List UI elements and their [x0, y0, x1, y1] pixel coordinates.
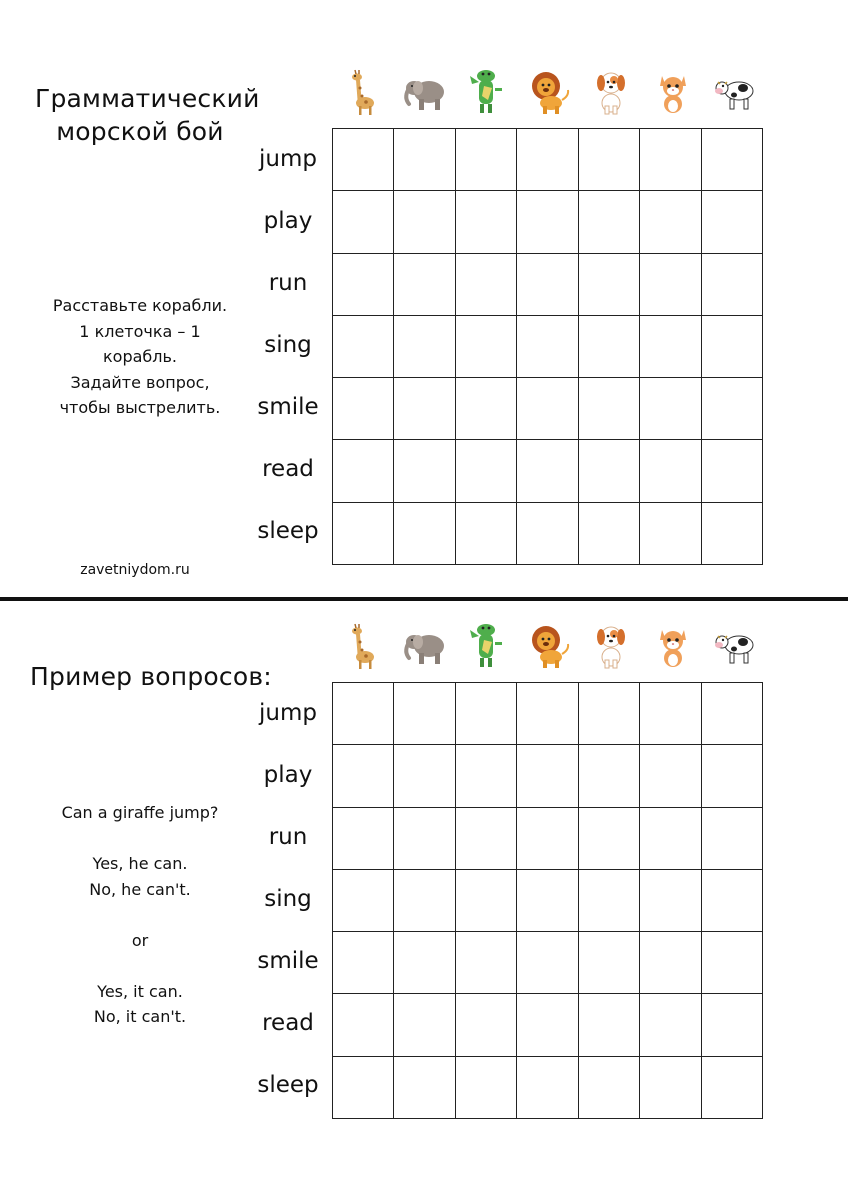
cat-illustration — [648, 620, 698, 670]
grid-cell[interactable] — [517, 129, 578, 191]
title-line: Грамматический — [35, 84, 260, 113]
grid-cell[interactable] — [394, 129, 455, 191]
grid-cell[interactable] — [456, 254, 517, 316]
grid-cell[interactable] — [579, 683, 640, 745]
grid-cell[interactable] — [702, 994, 763, 1056]
grid-cells — [332, 682, 763, 1119]
verb-column — [258, 128, 318, 562]
grid-cells — [332, 128, 763, 565]
grid-cell[interactable] — [640, 378, 701, 440]
grid-cell[interactable] — [640, 994, 701, 1056]
lion-illustration — [524, 66, 574, 116]
elephant-icon — [394, 60, 456, 122]
elephant-illustration — [400, 620, 450, 670]
grid-cell[interactable] — [517, 932, 578, 994]
grid-cell[interactable] — [456, 378, 517, 440]
grid-cell[interactable] — [640, 870, 701, 932]
grid-cell[interactable] — [640, 808, 701, 870]
grid-cell[interactable] — [702, 129, 763, 191]
grid-cell[interactable] — [394, 932, 455, 994]
verb-column — [258, 682, 318, 1116]
example-questions — [40, 800, 240, 1030]
example-line: Yes, it can. — [97, 981, 183, 1001]
grid-cell[interactable] — [702, 808, 763, 870]
example-line: Can a giraffe jump? — [61, 803, 219, 822]
grid-cell[interactable] — [517, 378, 578, 440]
lion-icon — [518, 60, 580, 122]
animal-header-row — [332, 60, 766, 122]
grid-cell[interactable] — [333, 378, 394, 440]
grid-cell[interactable] — [702, 870, 763, 932]
grid-cell[interactable] — [579, 1057, 640, 1119]
examples-title: Пример вопросов: — [30, 662, 272, 691]
giraffe-illustration — [338, 620, 388, 670]
bottom-worksheet — [0, 602, 848, 1200]
grid-cell[interactable] — [640, 316, 701, 378]
grid-cell[interactable] — [333, 129, 394, 191]
grid-cell[interactable] — [702, 316, 763, 378]
grid-cell[interactable] — [579, 191, 640, 253]
grid-cell[interactable] — [702, 440, 763, 502]
title-line: морской бой — [56, 117, 224, 146]
giraffe-illustration — [338, 66, 388, 116]
example-line: or — [131, 930, 149, 950]
grid-cell[interactable] — [456, 994, 517, 1056]
grid-cell[interactable] — [394, 808, 455, 870]
grid-cell[interactable] — [456, 870, 517, 932]
verb-label-smile: smile — [257, 394, 319, 420]
grid-cell[interactable] — [333, 1057, 394, 1119]
grid-cell[interactable] — [394, 994, 455, 1056]
lion-illustration — [524, 620, 574, 670]
grid-cell[interactable] — [517, 745, 578, 807]
cow-illustration — [710, 620, 760, 670]
grid-cell[interactable] — [456, 745, 517, 807]
cat-icon — [642, 60, 704, 122]
grid-cell[interactable] — [640, 932, 701, 994]
verb-label-read: read — [262, 456, 314, 482]
grid-cell[interactable] — [517, 994, 578, 1056]
grid-cell[interactable] — [394, 191, 455, 253]
lion-icon — [518, 614, 580, 676]
grid-cell[interactable] — [456, 316, 517, 378]
grid-cell[interactable] — [333, 870, 394, 932]
grid-cell[interactable] — [579, 870, 640, 932]
crocodile-illustration — [462, 66, 512, 116]
grid-cell[interactable] — [333, 808, 394, 870]
grid-cell[interactable] — [579, 808, 640, 870]
grid-cell[interactable] — [517, 683, 578, 745]
verb-label-run: run — [268, 270, 308, 296]
grid-cell[interactable] — [394, 254, 455, 316]
grid-cell[interactable] — [394, 378, 455, 440]
example-line — [40, 826, 240, 852]
grid-cell[interactable] — [702, 1057, 763, 1119]
grid-cell[interactable] — [333, 254, 394, 316]
cow-icon — [704, 614, 766, 676]
instruction-line: Расставьте корабли. — [52, 296, 228, 315]
grid-cell[interactable] — [394, 503, 455, 565]
grid-cell[interactable] — [517, 1057, 578, 1119]
grid-cell[interactable] — [456, 683, 517, 745]
verb-label-sleep: sleep — [257, 1072, 319, 1098]
verb-label-sing: sing — [264, 886, 312, 912]
instructions — [40, 293, 240, 421]
grid-cell[interactable] — [579, 129, 640, 191]
example-line — [40, 953, 240, 979]
grid-cell[interactable] — [456, 503, 517, 565]
verb-label-jump: jump — [259, 146, 317, 172]
cow-illustration — [710, 66, 760, 116]
grid-cell[interactable] — [333, 503, 394, 565]
example-line — [40, 902, 240, 928]
verb-label-sing: sing — [264, 332, 312, 358]
grid-cell[interactable] — [640, 1057, 701, 1119]
grid-cell[interactable] — [517, 870, 578, 932]
grid-cell[interactable] — [640, 503, 701, 565]
giraffe-icon — [332, 614, 394, 676]
grid-cell[interactable] — [579, 503, 640, 565]
grid-cell[interactable] — [333, 316, 394, 378]
grid-cell[interactable] — [517, 191, 578, 253]
grid-cell[interactable] — [702, 378, 763, 440]
cat-icon — [642, 614, 704, 676]
grid-cell[interactable] — [456, 808, 517, 870]
elephant-illustration — [400, 66, 450, 116]
instruction-line: Задайте вопрос, — [70, 372, 210, 392]
verb-label-jump: jump — [259, 700, 317, 726]
grid-cell[interactable] — [333, 440, 394, 502]
grid-cell[interactable] — [640, 745, 701, 807]
grid-cell[interactable] — [333, 745, 394, 807]
example-line: No, it can't. — [93, 1007, 187, 1026]
dog-icon — [580, 614, 642, 676]
grid-cell[interactable] — [333, 191, 394, 253]
animal-header-row — [332, 614, 766, 676]
crocodile-icon — [456, 614, 518, 676]
grid-cell[interactable] — [579, 254, 640, 316]
top-worksheet — [0, 0, 848, 598]
grid-cell[interactable] — [517, 808, 578, 870]
grid-cell[interactable] — [456, 191, 517, 253]
worksheet-title — [35, 82, 260, 148]
grid-cell[interactable] — [640, 129, 701, 191]
website-label: zavetniydom.ru — [80, 562, 190, 578]
grid-cell[interactable] — [517, 316, 578, 378]
example-line: No, he can't. — [89, 879, 191, 899]
grid-cell[interactable] — [640, 683, 701, 745]
verb-label-play: play — [263, 208, 313, 234]
grid-cell[interactable] — [333, 932, 394, 994]
verb-label-sleep: sleep — [257, 518, 319, 544]
instruction-line: 1 клеточка – 1 корабль. — [79, 321, 201, 366]
grid-cell[interactable] — [394, 745, 455, 807]
grid-cell[interactable] — [579, 378, 640, 440]
grid-cell[interactable] — [702, 191, 763, 253]
grid-cell[interactable] — [579, 745, 640, 807]
verb-label-play: play — [263, 762, 313, 788]
dog-illustration — [586, 66, 636, 116]
instruction-line: чтобы выстрелить. — [59, 398, 221, 417]
grid-cell[interactable] — [517, 254, 578, 316]
grid-cell[interactable] — [394, 870, 455, 932]
verb-label-smile: smile — [257, 948, 319, 974]
grid-cell[interactable] — [456, 440, 517, 502]
verb-label-read: read — [262, 1010, 314, 1036]
grid-cell[interactable] — [394, 683, 455, 745]
grid-cell[interactable] — [702, 932, 763, 994]
grid-cell[interactable] — [394, 440, 455, 502]
grid-cell[interactable] — [702, 503, 763, 565]
verb-label-run: run — [268, 824, 308, 850]
cat-illustration — [648, 66, 698, 116]
grid-cell[interactable] — [579, 994, 640, 1056]
giraffe-icon — [332, 60, 394, 122]
grid-cell[interactable] — [333, 994, 394, 1056]
grid-cell[interactable] — [702, 683, 763, 745]
grid-cell[interactable] — [579, 932, 640, 994]
dog-illustration — [586, 620, 636, 670]
section-divider — [0, 597, 848, 601]
crocodile-illustration — [462, 620, 512, 670]
grid-cell[interactable] — [456, 129, 517, 191]
grid-cell[interactable] — [517, 440, 578, 502]
grid-cell[interactable] — [640, 191, 701, 253]
cow-icon — [704, 60, 766, 122]
grid-cell[interactable] — [456, 932, 517, 994]
grid-cell[interactable] — [579, 440, 640, 502]
grid-cell[interactable] — [394, 316, 455, 378]
grid-cell[interactable] — [579, 316, 640, 378]
example-line: Yes, he can. — [92, 854, 188, 873]
grid-cell[interactable] — [394, 1057, 455, 1119]
grid-cell[interactable] — [702, 745, 763, 807]
dog-icon — [580, 60, 642, 122]
grid-cell[interactable] — [640, 440, 701, 502]
grid-cell[interactable] — [333, 683, 394, 745]
grid-cell[interactable] — [517, 503, 578, 565]
grid-cell[interactable] — [456, 1057, 517, 1119]
elephant-icon — [394, 614, 456, 676]
grid-cell[interactable] — [702, 254, 763, 316]
grid-cell[interactable] — [640, 254, 701, 316]
crocodile-icon — [456, 60, 518, 122]
